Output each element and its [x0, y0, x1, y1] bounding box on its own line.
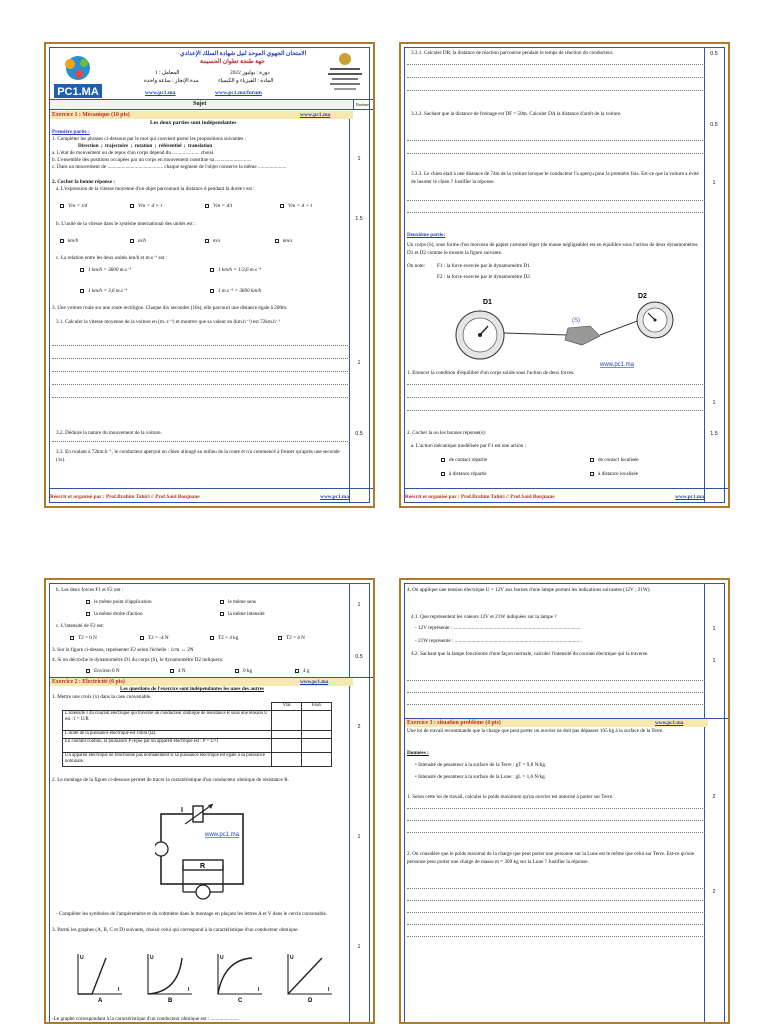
c-option-4: [278, 635, 305, 642]
checkbox[interactable]: [220, 612, 224, 616]
question-4-2: 4.2. Sachant que la lampe fonctionne d'une façon normale, calculer l'intensité du courant électrique qui la traverse.: [411, 651, 649, 657]
graph-label: A: [98, 998, 103, 1002]
exercise-2-subtitle: Les questions de l'exercice sont indépendantes les unes des autres: [120, 686, 265, 692]
action-1: de contact répartie: [449, 457, 488, 463]
axis-label-i: I: [258, 987, 260, 993]
checkbox[interactable]: [80, 289, 84, 293]
b-opt-4: la même intensité: [228, 611, 265, 617]
answer-line: [407, 77, 705, 78]
question-4: 4. Si on décroche le dynamomètre D1 du corps (S), le dynamomètre D2 indiquera:: [52, 657, 224, 663]
mark: 1: [357, 602, 361, 608]
label-d1: D1: [483, 299, 492, 306]
label-d2: D2: [638, 293, 647, 300]
mark: 1: [357, 834, 361, 840]
part-2-title: Deuxième partie:: [407, 232, 446, 238]
checkbox[interactable]: [70, 636, 74, 640]
checkbox[interactable]: [86, 612, 90, 616]
answer-line: [407, 90, 705, 91]
question-b: b. Les deux forces F1 et F2 ont :: [56, 587, 124, 593]
footer-site[interactable]: www.pc1.ma: [675, 494, 704, 500]
axis-label-u: U: [150, 955, 154, 961]
mark: 1: [712, 180, 716, 186]
table-row: [63, 711, 332, 731]
footer-author: Réécrit et organisé par : Prof.Brahim Tahiri // Prof.Said Boujnane: [50, 494, 200, 500]
f1-note: F1 : la force exercée par le dynamomètre D1.: [437, 263, 532, 269]
c-opt-1: T2 = 0 N: [78, 635, 97, 641]
action-option-1: [441, 457, 487, 464]
answer-line: [52, 441, 350, 442]
table-cell-faux[interactable]: [302, 739, 332, 753]
answer-line: [407, 384, 705, 385]
graph-c: [218, 954, 262, 1002]
c-option-3: [210, 635, 238, 642]
relation-option-3: [80, 288, 127, 295]
meter-1-icon[interactable]: [155, 842, 168, 856]
g-earth-text: Intensité de pesanteur à la surface de la Terre : gT = 9,8 N/kg.: [418, 762, 547, 768]
graph-curve: [78, 958, 106, 994]
axis-label-u: U: [80, 955, 84, 961]
graph-curve: [288, 958, 322, 994]
header-link-site[interactable]: www.pc1.ma: [145, 90, 176, 96]
data-heading: Données :: [407, 750, 429, 756]
question-e2: 2. On considère que le poids maximal de la charge que peut porter une personne sur la Lune est le même que celui sur Terre. Est-ce qu'une personne peut porter une charge de masse m = 300 kg sur la Lune ? Justifier la réponse.: [407, 851, 695, 866]
mark: 2: [712, 794, 716, 800]
g-moon: • Intensité de pesanteur à la surface de la Lune : gL = 1,6 N/kg.: [415, 774, 547, 780]
checkbox[interactable]: [86, 669, 90, 673]
b-opt-1: le même point d'application: [94, 599, 152, 605]
checkbox[interactable]: [220, 600, 224, 604]
page-frame: [49, 583, 370, 1024]
exercise-1-site[interactable]: www.pc1.ma: [300, 112, 331, 118]
formula-option-2: [130, 203, 162, 210]
graph-label: C: [238, 998, 243, 1002]
checkbox[interactable]: [278, 636, 282, 640]
unit-option-3: [205, 238, 220, 245]
table-cell-statement: En courant continu, la puissance P reçue par un appareil électrique est : P = U×I: [63, 739, 272, 753]
logo-text: PC1.MA: [57, 86, 99, 98]
table-cell-faux[interactable]: [302, 711, 332, 731]
label-s: (S): [572, 318, 580, 324]
exam-duration: مدة الإنجاز : ساعة واحدة: [144, 78, 199, 84]
answer-line: [52, 345, 350, 346]
mark: 1: [712, 626, 716, 632]
table-header-row: [63, 703, 332, 711]
relation-option-1: [80, 267, 131, 274]
mark: 0.5: [710, 51, 718, 57]
b-opt-2: le même sens: [228, 599, 256, 605]
question-2: 2. Cocher la bonne réponse :: [52, 179, 116, 185]
answer-line: [407, 832, 705, 833]
action-4: à distance localisée: [598, 471, 639, 477]
prop-direction: Direction: [78, 143, 99, 149]
part-2-intro: Un corps (S), sous forme d'un morceau de papier cartonné léger (de masse négligeable) est en équilibre sous l'action de deux dynamomètres D1 et D2 comme le montre la figure suivante.: [407, 242, 698, 257]
checkbox[interactable]: [205, 239, 209, 243]
ministry-crest-icon: [320, 50, 370, 98]
b-option-1: [86, 599, 152, 606]
checkbox[interactable]: [441, 458, 445, 462]
answer-line: [407, 692, 705, 693]
table-cell-statement: L'unité de la puissance électrique est l'ohm (Ω).: [63, 731, 272, 739]
d-option-1: [86, 668, 120, 675]
mark: 2: [712, 889, 716, 895]
unit-option-4: [275, 238, 293, 245]
mark-q3-2: 0.5: [355, 431, 363, 437]
question-1b: b. L'ensemble des positions occupées par un corps en mouvement constitue sa ............................: [52, 157, 252, 163]
dynamometer-d1: [456, 311, 504, 359]
question-c: c. L'intensité de F2 est:: [56, 623, 105, 629]
footer-divider: [405, 488, 728, 489]
checkbox[interactable]: [441, 472, 445, 476]
question-2: 2. Cocher la ou les bonnes réponse(s):: [407, 430, 487, 436]
dynamometer-figure: [450, 290, 690, 370]
axis-label-u: U: [290, 955, 294, 961]
unit-option-2: [130, 238, 146, 245]
marks-column: [704, 584, 724, 1024]
table-cell-statement: Un appareil électrique ne fonctionne pas normalement si sa puissance électrique est égale à sa puissance nominale.: [63, 753, 272, 767]
page-frame: [404, 583, 725, 1024]
parts-independent: Les deux parties sont indépendantes: [150, 120, 237, 126]
mark: 0.5: [355, 654, 363, 660]
exercise-2-title: Exercice 2 : Electricité (6 pts): [52, 679, 125, 685]
axis-label-i: I: [188, 987, 190, 993]
action-option-4: [590, 471, 638, 478]
c-option-1: [70, 635, 97, 642]
exam-title: الامتحان الجهوي الموحد لنيل شهادة السلك الإعدادي: [180, 51, 307, 57]
exam-page-2: [399, 42, 730, 508]
answer-line: [407, 936, 705, 937]
answer-line: [407, 200, 705, 201]
answer-line: [407, 153, 705, 154]
answer-line: [407, 212, 705, 213]
question-e2b: - Compléter les symboles de l'ampèremètre et du voltmètre dans le montage en plaçant les lettres A et V dans le cercle convenable.: [56, 911, 328, 917]
mark-q1: 1: [357, 156, 361, 162]
checkbox[interactable]: [210, 636, 214, 640]
checkbox[interactable]: [280, 204, 284, 208]
prop-translation: translation: [187, 143, 213, 149]
answer-line: [407, 64, 705, 65]
exercise-3-site[interactable]: www.pc1.ma: [655, 720, 684, 726]
question-3-3: 3.3. En roulant à 72km.h⁻¹, le conducteur aperçoit un chien allongé au milieu de la route et n'a commencé à freiner qu'après une seconde (1s).: [56, 449, 340, 464]
table-cell-faux[interactable]: [302, 731, 332, 739]
f2-note: F2 : la force exercée par le dynamomètre D2.: [437, 274, 532, 280]
question-1: 1. Enoncer la condition d'équilibre d'un corps solide sous l'action de deux forces.: [407, 370, 575, 376]
question-3-2: 3.2. Déduire la nature du mouvement de la voiture.: [56, 430, 162, 436]
question-3-3-3: 3.3.3. Le chien était à une distance de 74m de la voiture lorsque le conducteur l'a aperçu pour la première fois. Est-ce que la voiture a évité de heurter le chien ? Justifier la réponse.: [411, 171, 699, 186]
checkbox[interactable]: [235, 669, 239, 673]
answer-line: [407, 900, 705, 901]
page-frame: [49, 47, 370, 503]
answer-line: [407, 397, 705, 398]
answer-line: [407, 808, 705, 809]
b-option-3: [86, 611, 143, 618]
table-cell-vrai[interactable]: [272, 739, 302, 753]
prop-rotation: rotation: [134, 143, 153, 149]
checkbox[interactable]: [275, 239, 279, 243]
answer-line: [407, 704, 705, 705]
exam-session: دورة : يوليوز 2022: [230, 70, 270, 76]
exam-subject: المادة : الفيزياء و الكيمياء: [218, 78, 274, 84]
answer-line: [407, 680, 705, 681]
c-option-2: [140, 635, 169, 642]
formula-1: Vm = t/d: [68, 203, 88, 209]
table-header: [63, 703, 272, 711]
g-earth: • Intensité de pesanteur à la surface de la Terre : gT = 9,8 N/kg.: [415, 762, 547, 768]
action-option-2: [590, 457, 639, 464]
answer-line: [52, 397, 350, 398]
characteristic-graphs: [70, 952, 350, 1002]
question-2a: a. L'action mécanique modélisée par F1 est une action :: [411, 443, 527, 449]
footer-site[interactable]: www.pc1.ma: [320, 494, 349, 500]
footer-author: Réécrit et organisé par : Prof.Brahim Tahiri // Prof.Said Boujnane: [405, 494, 555, 500]
part-1-title: Première partie :: [52, 129, 90, 135]
checkbox[interactable]: [140, 636, 144, 640]
table-row: [63, 753, 332, 767]
b-opt-3: la même droite d'action: [94, 611, 143, 617]
relation-2: 1 km/h = 1/3,6 m.s⁻¹: [218, 267, 262, 273]
b-option-4: [220, 611, 265, 618]
bareme-header: [353, 100, 373, 110]
d-opt-1: Environ 0 N: [94, 668, 120, 674]
answer-line: [407, 820, 705, 821]
circuit-diagram: [155, 802, 250, 904]
formula-option-4: [280, 203, 312, 210]
table-cell-vrai[interactable]: [272, 731, 302, 739]
question-3-3-1: 3.3.1. Calculer DR, la distance de réaction parcourue pendant le temps de réaction du conducteur.: [411, 50, 614, 56]
mark-q2: 1.5: [355, 216, 363, 222]
d-option-4: [295, 668, 309, 675]
question-e1: 1. Selon cette loi de travail, calculer le poids maximum qu'un ouvrier est autorisé à porter sur Terre.: [407, 794, 614, 800]
unit-2: m/h: [138, 238, 146, 244]
formula-options: [60, 203, 87, 210]
graph-b: [148, 954, 192, 1002]
unit-option-1: [60, 238, 78, 245]
dynamometer-d2: [637, 302, 673, 338]
question-4: 4. On applique une tension électrique U = 12V aux bornes d'une lampe portant les indications suivantes (12V ; 21W).: [407, 587, 651, 593]
axis-label-i: I: [118, 987, 120, 993]
note-label: On note:: [407, 263, 426, 269]
g-moon-text: Intensité de pesanteur à la surface de la Lune : gL = 1,6 N/kg.: [418, 774, 547, 780]
question-1a: a. L'état de mouvement ou de repos d'un corps dépend du ..................... choisi.: [52, 150, 215, 156]
relation-4: 1 m.s⁻¹ = 3600 km/h: [218, 288, 262, 294]
question-3: 3. Sur la figure ci-dessus, représenter F2 selon l'échelle : 1cm ↔ 2N: [52, 647, 194, 653]
table-cell-vrai[interactable]: [272, 711, 302, 731]
checkbox[interactable]: [210, 268, 214, 272]
question-4-1: 4.1. Que représentent les valeurs 12V et 21W indiquées sur la lampe ?: [411, 614, 557, 620]
question-3-3-2: 3.3.2. Sachant que la distance de freinage est DF = 50m. Calculer DA la distance d'arrêt de la voiture.: [411, 111, 622, 117]
ministry-emblem: [320, 50, 370, 98]
checkbox[interactable]: [60, 204, 64, 208]
axis-label-u: U: [220, 955, 224, 961]
table-header-vrai: Vrai: [272, 703, 302, 711]
answer-line: [52, 358, 350, 359]
formula-option-3: [205, 203, 232, 210]
graph-label: D: [308, 998, 313, 1002]
answer-line: [407, 912, 705, 913]
axis-label-i: I: [328, 987, 330, 993]
figure-site: www.pc1.ma: [600, 362, 635, 368]
page-footer: [50, 494, 369, 500]
relation-option-4: [210, 288, 261, 295]
formula-3: Vm = d/t: [213, 203, 233, 209]
table-row: [63, 731, 332, 739]
answer-12v: - 12V représente : ..................................................................................................: [415, 625, 581, 631]
question-3: 3. Une voiture roule sur une route rectiligne. Chaque dix secondes (10s), elle parcourt une distance égale à 200m.: [52, 305, 288, 311]
mark: 0.5: [710, 122, 718, 128]
formula-4: Vm = d + t: [288, 203, 313, 209]
question-e3: 3. Parmi les graphes (A, B, C et D) suivants, choisir celui qui correspond à la caractéristique d'un conducteur ohmique.: [52, 927, 299, 933]
page-footer: [405, 494, 724, 500]
exercise-1-title: Exercice 1 : Mécanique (10 pts): [52, 112, 130, 118]
answer-line: [52, 371, 350, 372]
graph-d: [288, 954, 332, 1002]
exercise-2-site[interactable]: www.pc1.ma: [300, 679, 329, 685]
checkbox[interactable]: [130, 239, 134, 243]
marks-column: [349, 112, 369, 502]
question-3-1: 3.1. Calculer la vitesse moyenne de la voiture en (m. s⁻¹) et montrer que sa valeur en (km.h⁻¹) est 72km.h⁻¹: [56, 319, 281, 325]
answer-21w: - 21W représente : ..................................................................................................: [415, 638, 582, 644]
unit-3: m/s: [213, 238, 221, 244]
graph-curve: [218, 958, 252, 994]
checkbox[interactable]: [86, 600, 90, 604]
question-e1: 1. Mettre une croix (x) dans la case convenable.: [52, 694, 152, 700]
true-false-table: [62, 702, 332, 767]
graph-curve: [148, 958, 182, 994]
sujet-label: Sujet: [193, 101, 207, 107]
c-opt-4: T2 = 4 N: [286, 635, 305, 641]
d-opt-3: 0 kg: [243, 668, 253, 674]
exam-page-1: [44, 42, 375, 508]
bareme-label: Barème: [356, 102, 370, 107]
question-e2: 2. Le montage de la figure ci-dessous permet de tracer la caractéristique d'un conducteur ohmique de résistance R.: [52, 777, 290, 783]
question-2b: b. L'unité de la vitesse dans le système international des unités est :: [56, 221, 196, 227]
unit-1: km/h: [68, 238, 79, 244]
checkbox[interactable]: [170, 669, 174, 673]
exam-header: [50, 48, 373, 100]
prop-referentiel: référentiel: [158, 143, 182, 149]
answer-prompt: -Le graphe correspondant à la caractéristique d'un conducteur ohmique est : ......................: [52, 1016, 239, 1022]
formula-2: Vm = d × t: [138, 203, 163, 209]
exam-coef: المعامل : 1: [155, 70, 180, 76]
exam-page-3: [44, 578, 375, 1024]
graph-a: [78, 954, 122, 1002]
action-option-3: [441, 471, 487, 478]
mark: 1: [712, 400, 716, 406]
checkbox[interactable]: [590, 472, 594, 476]
mark: 1.5: [710, 431, 718, 437]
checkbox[interactable]: [130, 204, 134, 208]
resistor-label: R: [200, 863, 206, 870]
unit-4: km/s: [283, 238, 293, 244]
b-option-2: [220, 599, 256, 606]
checkbox[interactable]: [590, 458, 594, 462]
d-option-2: [170, 668, 186, 675]
checkbox[interactable]: [60, 239, 64, 243]
circuit-site: www.pc1.ma: [205, 832, 240, 838]
exam-region: جهة طنجة تطوان الحسيمة: [200, 59, 265, 65]
mark: 1: [712, 658, 716, 664]
mark: 2: [357, 724, 361, 730]
meter-2-icon[interactable]: [196, 885, 210, 899]
footer-divider: [50, 488, 373, 489]
relation-1: 1 km/h = 3600 m.s⁻¹: [88, 267, 132, 273]
question-1c: c. Dans un mouvement de ........................................... chaque segment de l'objet conserve la même ......................: [52, 164, 287, 170]
pc1-logo: [52, 50, 104, 105]
c-opt-3: T2 = 4 kg: [218, 635, 239, 641]
page-frame: [404, 47, 725, 503]
d-opt-4: 4 g: [303, 668, 310, 674]
checkbox[interactable]: [295, 669, 299, 673]
sujet-header: [50, 100, 353, 110]
answer-line: [52, 384, 350, 385]
table-header-faux: Faux: [302, 703, 332, 711]
relation-option-2: [210, 267, 261, 274]
mark: 1: [357, 944, 361, 950]
propositions: Direction ; trajectoire ; rotation ; référentiel ; translation: [78, 143, 213, 149]
relation-3: 1 km/h = 3,6 m.s⁻¹: [88, 288, 128, 294]
question-1: 1. Compléter les phrases ci-dessous par le mot qui convient parmi les propositions suivantes :: [52, 136, 247, 142]
d-opt-2: 4 N: [178, 668, 186, 674]
table-cell-statement: L'intensité I du courant électrique qui traverse un conducteur ohmique de résistance R sous une tension U est : I = U/R: [63, 711, 272, 731]
answer-line: [407, 410, 705, 411]
table-cell-faux[interactable]: [302, 753, 332, 767]
exam-page-4: [399, 578, 730, 1024]
graph-label: B: [168, 998, 173, 1002]
answer-line: [407, 140, 705, 141]
c-opt-2: T2 = -4 N: [148, 635, 169, 641]
current-label: I: [181, 807, 183, 814]
question-2a: a. L'expression de la vitesse moyenne d'un objet parcourant la distance d pendant la durée t est :: [56, 186, 255, 192]
prop-trajectoire: trajectoire: [104, 143, 129, 149]
exercise-3-title: Exercice 3 : situation problème (4 pts): [407, 720, 501, 726]
mark-q3-1: 1: [357, 360, 361, 366]
answer-line: [407, 924, 705, 925]
generator-symbol: [193, 806, 203, 822]
table-row: [63, 739, 332, 753]
action-2: de contact localisée: [598, 457, 639, 463]
table-cell-vrai[interactable]: [272, 753, 302, 767]
marks-column: [349, 584, 369, 1024]
checkbox[interactable]: [205, 204, 209, 208]
header-link-forum[interactable]: www.pc1.ma/forum: [215, 90, 262, 96]
action-3: à distance répartie: [449, 471, 487, 477]
checkbox[interactable]: [210, 289, 214, 293]
exercise-3-intro: Une loi de travail recommande que la charge que peut porter un ouvrier ne doit pas dépasser 105 kg à la surface de la Terre.: [407, 728, 664, 734]
d-option-3: [235, 668, 252, 675]
answer-line: [407, 888, 705, 889]
graph-axes: [148, 954, 192, 994]
checkbox[interactable]: [80, 268, 84, 272]
question-2c: c. La relation entre les deux unités km/h et m.s⁻¹ est :: [56, 255, 168, 261]
